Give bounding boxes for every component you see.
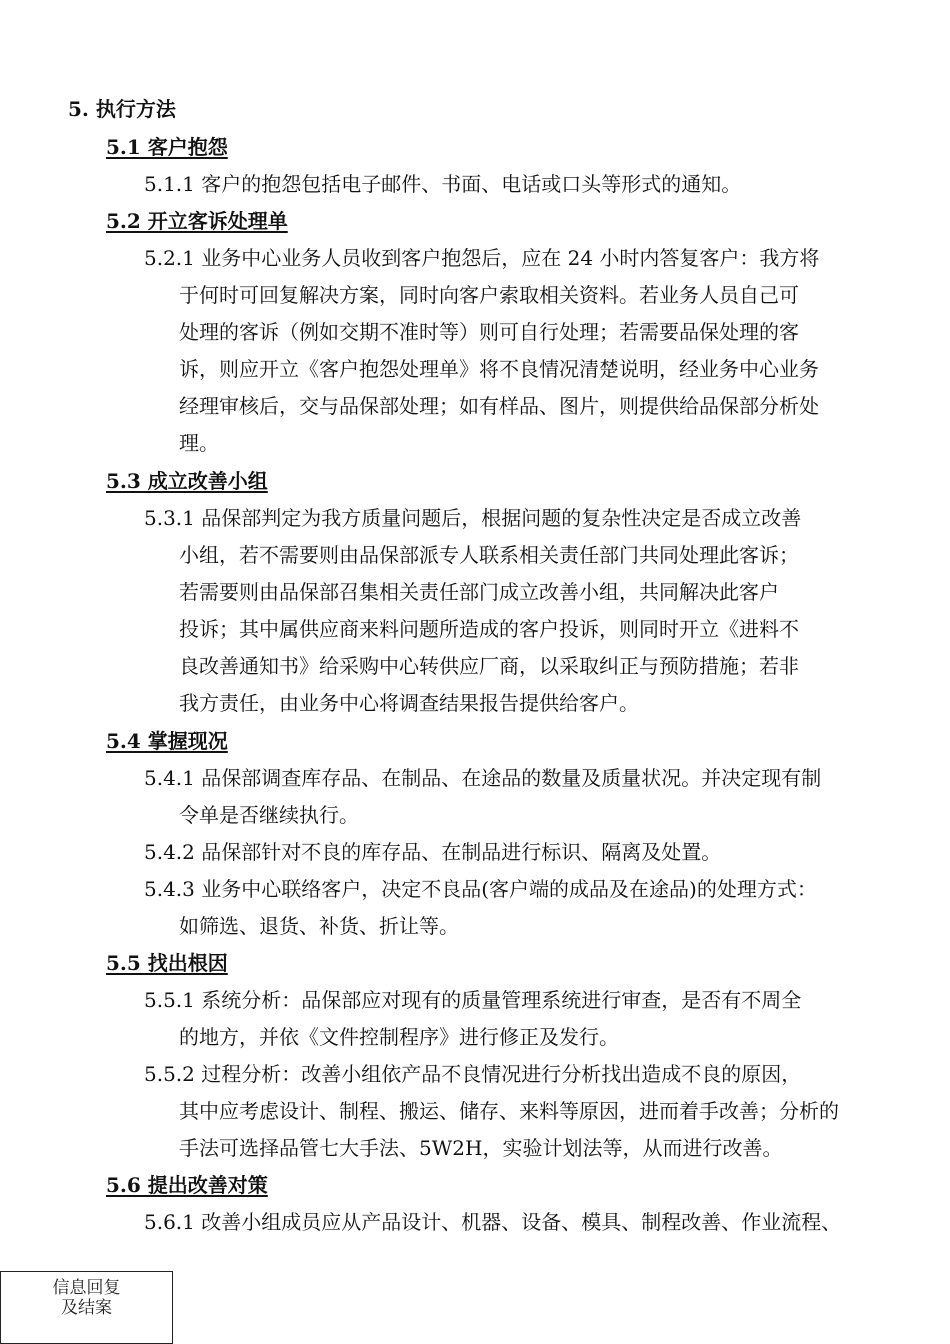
clause-line: 5.6.1 改善小组成员应从产品设计、机器、设备、模具、制程改善、作业流程、 xyxy=(144,1210,842,1234)
clause-line: 我方责任，由业务中心将调查结果报告提供给客户。 xyxy=(179,691,639,715)
clause-line: 良改善通知书》给采购中心转供应厂商，以采取纠正与预防措施；若非 xyxy=(179,654,799,678)
clause-line: 5.4.2 品保部针对不良的库存品、在制品进行标识、隔离及处置。 xyxy=(144,840,722,864)
clause-5-3-1 xyxy=(144,500,860,722)
clause-line: 小组，若不需要则由品保部派专人联系相关责任部门共同处理此客诉； xyxy=(179,543,799,567)
section-title-5-2: 5.2 开立客诉处理单 xyxy=(106,209,288,233)
clause-5-2-1 xyxy=(144,240,860,462)
clause-line: 其中应考虑设计、制程、搬运、储存、来料等原因，进而着手改善；分析的 xyxy=(179,1099,839,1123)
clause-5-1-1 xyxy=(144,166,860,203)
clause-5-4-1 xyxy=(144,760,860,834)
clause-line: 若需要则由品保部召集相关责任部门成立改善小组，共同解决此客户 xyxy=(179,580,779,604)
chapter-heading: 5. 执行方法 xyxy=(68,97,176,121)
clause-line: 5.4.1 品保部调查库存品、在制品、在途品的数量及质量状况。并决定现有制 xyxy=(144,766,822,790)
clause-line: 的地方，并依《文件控制程序》进行修正及发行。 xyxy=(179,1025,619,1049)
flowchart-step-line-1: 信息回复 xyxy=(52,1278,121,1298)
clause-line: 5.3.1 品保部判定为我方质量问题后，根据问题的复杂性决定是否成立改善 xyxy=(144,506,802,530)
section-title-5-4: 5.4 掌握现况 xyxy=(106,729,228,753)
clause-line: 5.5.2 过程分析：改善小组依产品不良情况进行分析找出造成不良的原因， xyxy=(144,1062,802,1086)
clause-line: 5.2.1 业务中心业务人员收到客户抱怨后，应在 24 小时内答复客户：我方将 xyxy=(144,246,820,270)
section-title-5-5: 5.5 找出根因 xyxy=(106,951,228,975)
flowchart-step-line-2: 及结案 xyxy=(61,1298,112,1318)
clause-line: 5.4.3 业务中心联络客户，决定不良品(客户端的成品及在途品)的处理方式： xyxy=(144,877,817,901)
section-title-5-3: 5.3 成立改善小组 xyxy=(106,469,268,493)
flowchart-step-box xyxy=(0,1271,173,1344)
clause-line: 令单是否继续执行。 xyxy=(179,803,359,827)
clause-5-4-3 xyxy=(144,871,860,945)
clause-line: 于何时可回复解决方案，同时向客户索取相关资料。若业务人员自己可 xyxy=(179,283,799,307)
clause-line: 理。 xyxy=(179,431,219,455)
clause-line: 如筛选、退货、补货、折让等。 xyxy=(179,914,459,938)
clause-line: 5.5.1 系统分析：品保部应对现有的质量管理系统进行审查，是否有不周全 xyxy=(144,988,802,1012)
clause-line: 经理审核后，交与品保部处理；如有样品、图片，则提供给品保部分析处 xyxy=(179,394,819,418)
clause-line: 手法可选择品管七大手法、5W2H，实验计划法等，从而进行改善。 xyxy=(179,1136,783,1160)
clause-line: 诉，则应开立《客户抱怨处理单》将不良情况清楚说明，经业务中心业务 xyxy=(179,357,819,381)
flowchart-step-label xyxy=(1,1278,172,1318)
clause-5-6-1 xyxy=(144,1204,860,1241)
clause-5-5-2 xyxy=(144,1056,860,1167)
section-title-5-1: 5.1 客户抱怨 xyxy=(106,135,228,159)
clause-5-5-1 xyxy=(144,982,860,1056)
clause-line: 投诉；其中属供应商来料问题所造成的客户投诉，则同时开立《进料不 xyxy=(179,617,799,641)
clause-5-4-2 xyxy=(144,834,860,871)
section-title-5-6: 5.6 提出改善对策 xyxy=(106,1173,268,1197)
clause-line: 处理的客诉（例如交期不准时等）则可自行处理；若需要品保处理的客 xyxy=(179,320,799,344)
clause-line: 5.1.1 客户的抱怨包括电子邮件、书面、电话或口头等形式的通知。 xyxy=(144,172,742,196)
